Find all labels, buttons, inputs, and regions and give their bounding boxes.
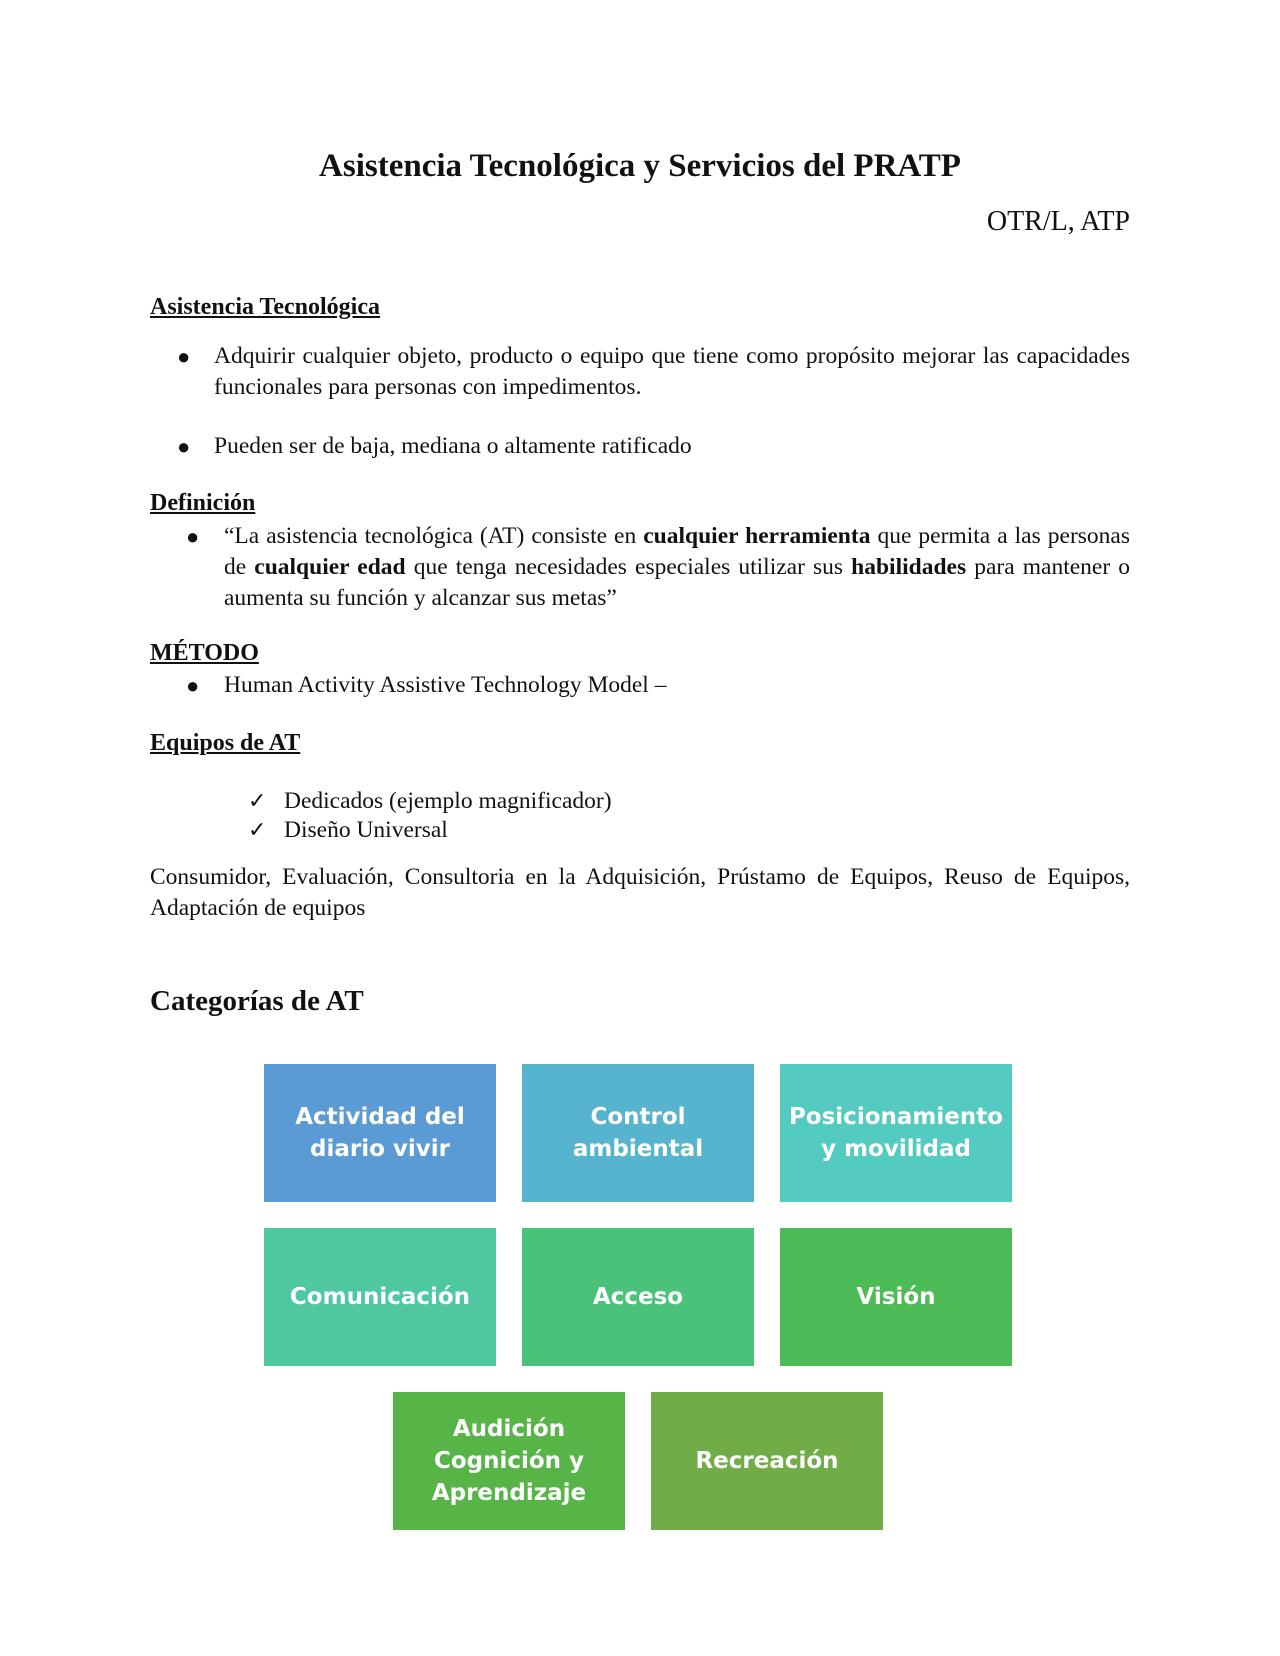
category-tile-line: y movilidad xyxy=(821,1136,971,1162)
definicion-quote xyxy=(224,521,1130,614)
category-tile-label xyxy=(573,1101,703,1165)
equipos-check-2: Diseño Universal xyxy=(284,817,448,843)
category-tile-vision xyxy=(780,1228,1012,1366)
asistencia-bullet-1: Adquirir cualquier objeto, producto o equipo que tiene como propósito mejorar las capacidades funcionales para personas con impedimentos. xyxy=(214,343,1130,400)
asistencia-bullet-2: Pueden ser de baja, mediana o altamente ratificado xyxy=(214,433,692,459)
bullet-dot-icon: ● xyxy=(186,524,200,549)
quote-emphasis-habilidades: habilidades xyxy=(851,554,967,580)
category-tile-label xyxy=(789,1101,1003,1165)
section-heading-equipos: Equipos de AT xyxy=(150,730,301,756)
category-tile-label xyxy=(695,1445,838,1477)
section-heading-asistencia: Asistencia Tecnológica xyxy=(150,294,381,320)
bullet-dot-icon: ● xyxy=(177,434,191,459)
section-heading-metodo: MÉTODO xyxy=(150,640,259,666)
quote-text: que permita a las personas de xyxy=(224,523,1131,580)
category-tile-control-ambiental xyxy=(522,1064,754,1202)
category-tile-line: Recreación xyxy=(695,1448,839,1474)
category-tile-label xyxy=(295,1101,465,1165)
quote-text: para mantener o aumenta su función y alcanzar sus metas” xyxy=(224,554,1131,611)
equipos-check-1: Dedicados (ejemplo magnificador) xyxy=(284,788,612,814)
category-tile-line: Cognición y xyxy=(433,1448,585,1474)
category-tile-comunicacion xyxy=(264,1228,496,1366)
section-heading-definicion: Definición xyxy=(150,490,256,516)
category-tile-line: Control xyxy=(590,1104,686,1130)
category-tile-line: Acceso xyxy=(592,1284,684,1310)
category-tile-acceso xyxy=(522,1228,754,1366)
quote-emphasis-herramienta: cualquier herramienta xyxy=(643,523,871,549)
document-page xyxy=(150,0,1130,1656)
metodo-bullet: Human Activity Assistive Technology Model – xyxy=(224,672,667,698)
category-tile-line: ambiental xyxy=(572,1136,704,1162)
equipos-services-paragraph: Consumidor, Evaluación, Consultoria en la Adquisición, Prústamo de Equipos, Reuso de Equipos, Adaptación de equipos xyxy=(150,864,1130,921)
category-tile-recreacion xyxy=(651,1392,883,1530)
category-tile-label xyxy=(290,1281,470,1313)
bullet-dot-icon: ● xyxy=(186,673,200,698)
check-mark-icon: ✓ xyxy=(248,818,267,843)
check-mark-icon: ✓ xyxy=(248,789,267,814)
category-tile-line: diario vivir xyxy=(310,1136,450,1162)
category-tile-label xyxy=(432,1413,586,1509)
category-tile-line: Audición xyxy=(452,1416,566,1442)
category-tile-audicion-cognicion xyxy=(393,1392,625,1530)
categories-heading: Categorías de AT xyxy=(150,985,364,1017)
category-tile-posicionamiento xyxy=(780,1064,1012,1202)
quote-text: “La asistencia tecnológica (AT) consiste en xyxy=(224,523,644,549)
category-tile-line: Visión xyxy=(856,1284,936,1310)
document-title: Asistencia Tecnológica y Servicios del PRATP xyxy=(319,148,961,184)
quote-emphasis-edad: cualquier edad xyxy=(254,554,406,580)
quote-text: que tenga necesidades especiales utilizar sus xyxy=(405,554,852,580)
category-tile-line: Posicionamiento xyxy=(788,1104,1004,1130)
category-tile-actividad-diario xyxy=(264,1064,496,1202)
category-tile-line: Aprendizaje xyxy=(431,1480,587,1506)
category-tile-line: Actividad del xyxy=(295,1104,465,1130)
author-credentials: OTR/L, ATP xyxy=(986,206,1130,237)
category-tile-label xyxy=(593,1281,683,1313)
bullet-dot-icon: ● xyxy=(177,344,191,369)
category-tile-label xyxy=(856,1281,935,1313)
category-tile-line: Comunicación xyxy=(289,1284,471,1310)
